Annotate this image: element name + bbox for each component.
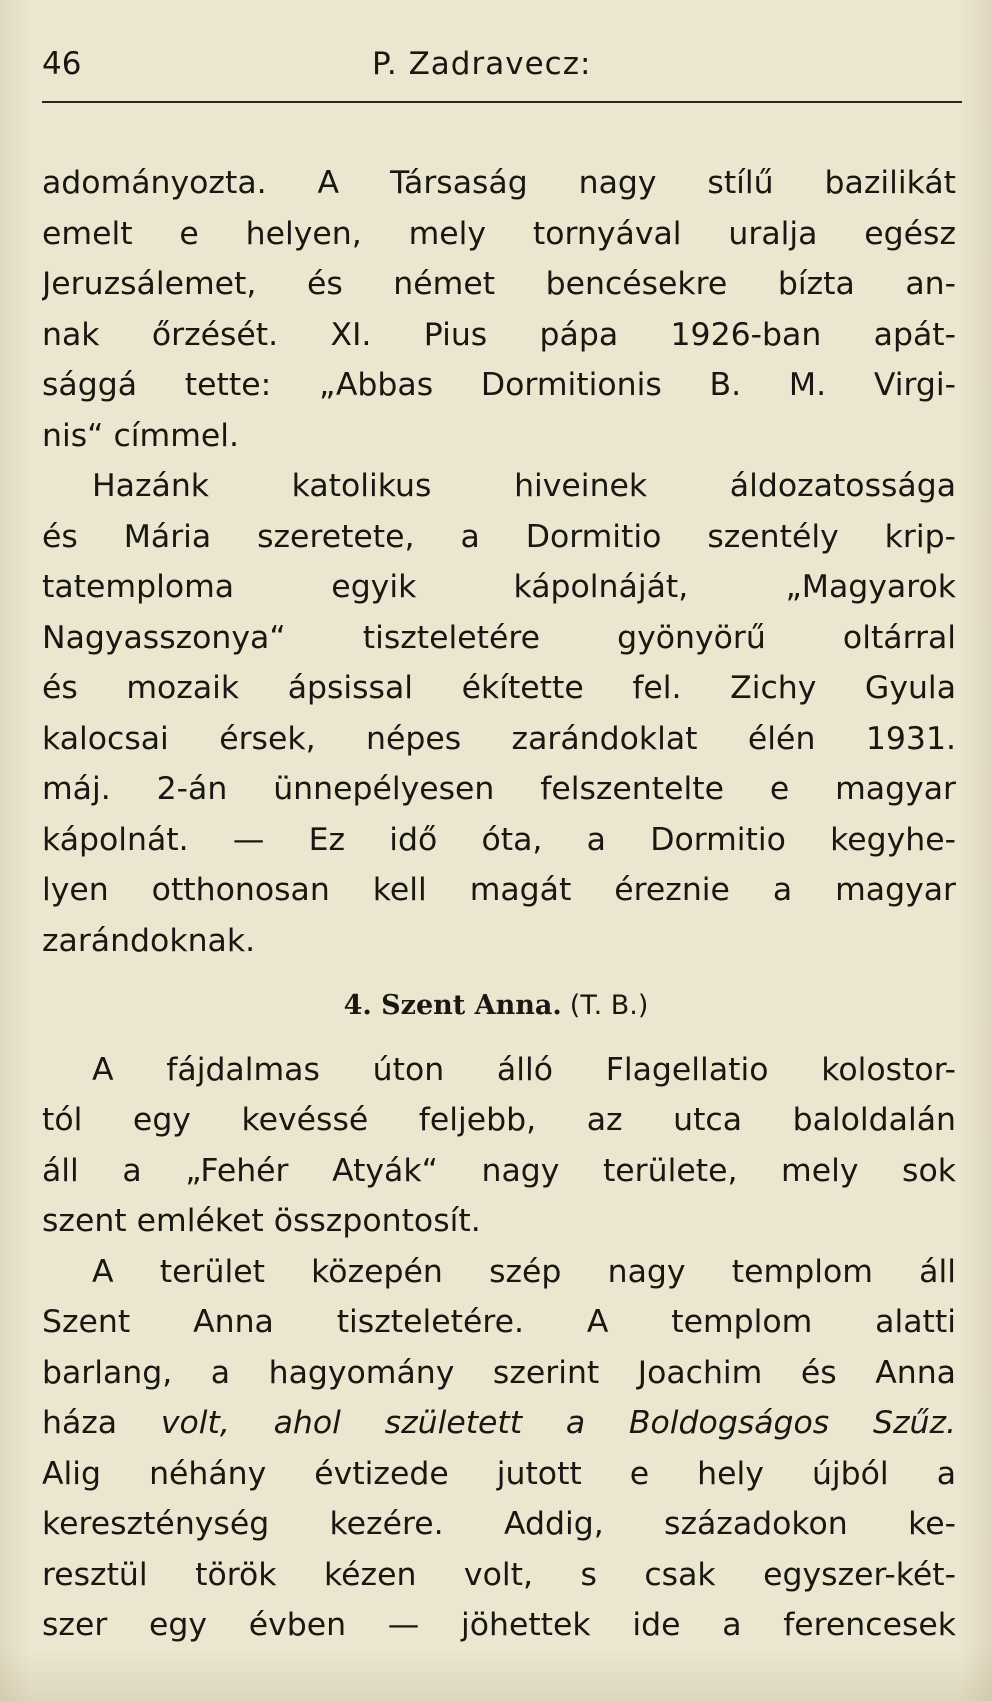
text-line: sággá tette: „Abbas Dormitionis B. M. Virgi- [42, 367, 956, 403]
text-line: kalocsai érsek, népes zarándoklat élén 1931. [42, 720, 956, 757]
text-line: zarándoknak. [42, 922, 256, 959]
text-line: Jeruzsálemet, és német bencésekre bízta an- [42, 266, 956, 302]
header-rule [42, 101, 962, 103]
text-line: szent emléket összpontosít. [42, 1203, 481, 1239]
page-header [42, 44, 962, 94]
text-line: és mozaik ápsissal ékítette fel. Zichy Gyula [42, 670, 956, 706]
text-line: nak őrzését. XI. Pius pápa 1926-ban apát- [42, 316, 956, 353]
text-line: A terület közepén szép nagy templom áll [92, 1253, 956, 1290]
text-line: szer egy évben — jöhettek ide a ferencesek [42, 1607, 956, 1643]
text-line: és Mária szeretete, a Dormitio szentély krip- [42, 518, 956, 555]
text-line: nis“ címmel. [42, 417, 240, 454]
text-line: emelt e helyen, mely tornyával uralja egész [42, 215, 956, 252]
text-line: Alig néhány évtizede jutott e hely újból a [42, 1455, 956, 1492]
italic-text-segment: volt, ahol született a Boldogságos Szűz. [160, 1405, 956, 1441]
text-line: lyen otthonosan kell magát éreznie a magyar [42, 872, 956, 908]
text-line: Nagyasszonya“ tiszteletére gyönyörű oltárral [42, 619, 956, 656]
text-line: A fájdalmas úton álló Flagellatio kolostor- [92, 1051, 956, 1088]
text-line: kápolnát. — Ez idő óta, a Dormitio kegyhe- [42, 821, 956, 858]
text-segment: háza [42, 1405, 161, 1441]
text-line: barlang, a hagyomány szerint Joachim és Anna [42, 1354, 956, 1391]
section-heading [0, 980, 992, 1032]
section-title: 4. Szent Anna. [343, 990, 562, 1021]
text-line: Hazánk katolikus hiveinek áldozatossága [92, 468, 956, 504]
text-line: kereszténység kezére. Addig, századokon ke- [42, 1506, 956, 1542]
text-line: Szent Anna tiszteletére. A templom alatti [42, 1304, 956, 1340]
text-line: resztül török kézen volt, s csak egyszer-két- [42, 1556, 956, 1593]
section-source: (T. B.) [569, 990, 649, 1021]
page-number: 46 [42, 46, 82, 82]
text-line: áll a „Fehér Atyák“ nagy területe, mely sok [42, 1152, 956, 1189]
text-line [42, 1398, 956, 1449]
text-line: tól egy kevéssé feljebb, az utca baloldalán [42, 1102, 956, 1138]
text-line: máj. 2-án ünnepélyesen felszentelte e magyar [42, 771, 956, 807]
text-line: adományozta. A Társaság nagy stílű bazilikát [42, 165, 956, 201]
running-head: P. Zadravecz: [372, 46, 592, 82]
text-line: tatemploma egyik kápolnáját, „Magyarok [42, 569, 956, 605]
